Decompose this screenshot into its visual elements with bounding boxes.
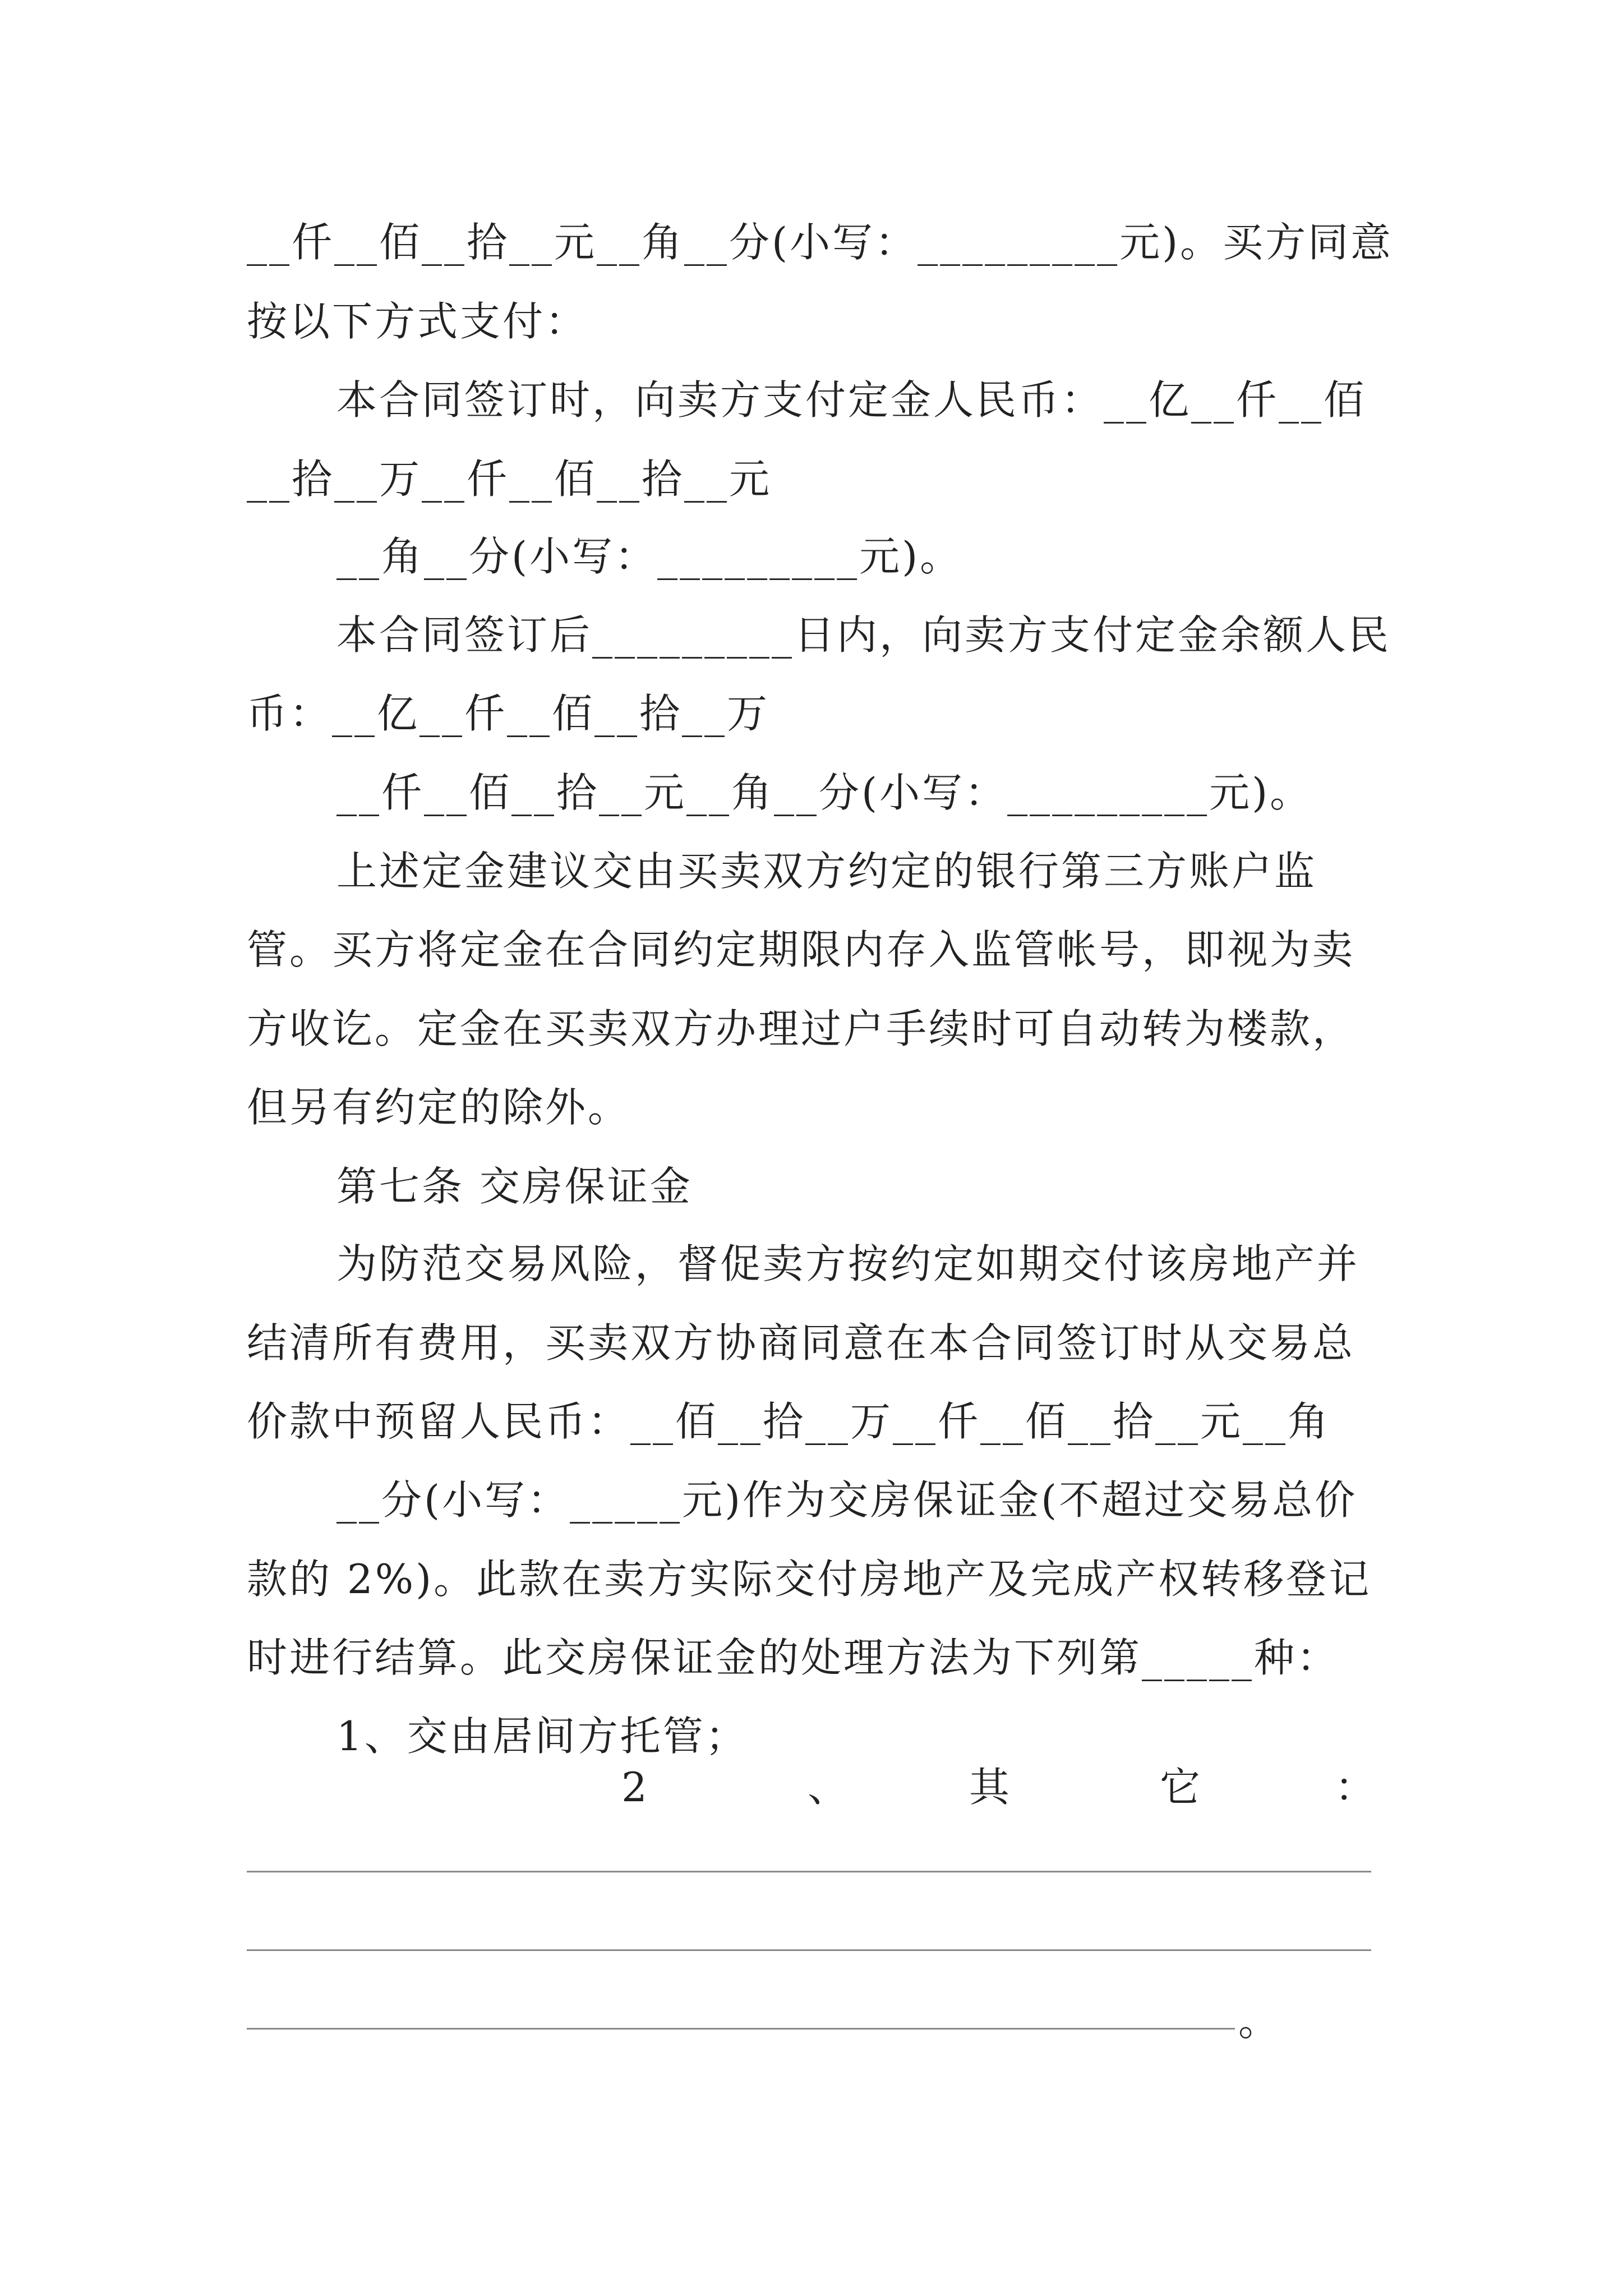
text-line: 币：__亿__仟__佰__拾__万	[247, 690, 770, 737]
text-line: __拾__万__仟__佰__拾__元	[247, 455, 772, 503]
text-line: 按以下方式支付：	[247, 298, 588, 345]
text-line: 结清所有费用，买卖双方协商同意在本合同签订时从交易总	[247, 1319, 1355, 1366]
text-line: __仟__佰__拾__元__角__分(小写：_________元)。	[336, 769, 1313, 816]
text-line: 方收讫。定金在买卖双方办理过户手续时可自动转为楼款，	[247, 1005, 1355, 1052]
blank-fill-line	[247, 1949, 1371, 1951]
option-number: 2	[621, 1764, 647, 1811]
blank-fill-line	[247, 2028, 1235, 2030]
option-word-a: 其	[969, 1764, 1010, 1811]
end-mark: 。	[1238, 1998, 1279, 2045]
text-line: 为防范交易风险，督促卖方按约定如期交付该房地产并	[336, 1240, 1360, 1287]
text-line: 本合同签订时，向卖方支付定金人民币：__亿__仟__佰	[336, 376, 1367, 424]
text-line: 本合同签订后_________日内，向卖方支付定金余额人民	[336, 611, 1391, 659]
text-line: 款的 2%)。此款在卖方实际交付房地产及完成产权转移登记	[247, 1556, 1372, 1603]
list-item: 1、交由居间方托管；	[336, 1713, 748, 1760]
blank-fill-line	[247, 1871, 1371, 1872]
option-colon: ：	[1335, 1764, 1376, 1811]
text-line: 但另有约定的除外。	[247, 1084, 631, 1131]
section-heading: 第七条 交房保证金	[336, 1163, 693, 1210]
option-separator: 、	[808, 1764, 849, 1811]
option-word-b: 它	[1160, 1764, 1201, 1811]
text-line: 管。买方将定金在合同约定期限内存入监管帐号，即视为卖	[247, 926, 1355, 973]
text-line: __角__分(小写：_________元)。	[336, 533, 963, 580]
text-line: 价款中预留人民币：__佰__拾__万__仟__佰__拾__元__角	[247, 1398, 1331, 1445]
text-line: __分(小写：_____元)作为交房保证金(不超过交易总价	[336, 1476, 1358, 1524]
text-line: 上述定金建议交由买卖双方约定的银行第三方账户监	[336, 848, 1317, 895]
text-line: __仟__佰__拾__元__角__分(小写：_________元)。买方同意	[247, 219, 1394, 266]
text-line: 时进行结算。此交房保证金的处理方法为下列第_____种：	[247, 1634, 1340, 1681]
